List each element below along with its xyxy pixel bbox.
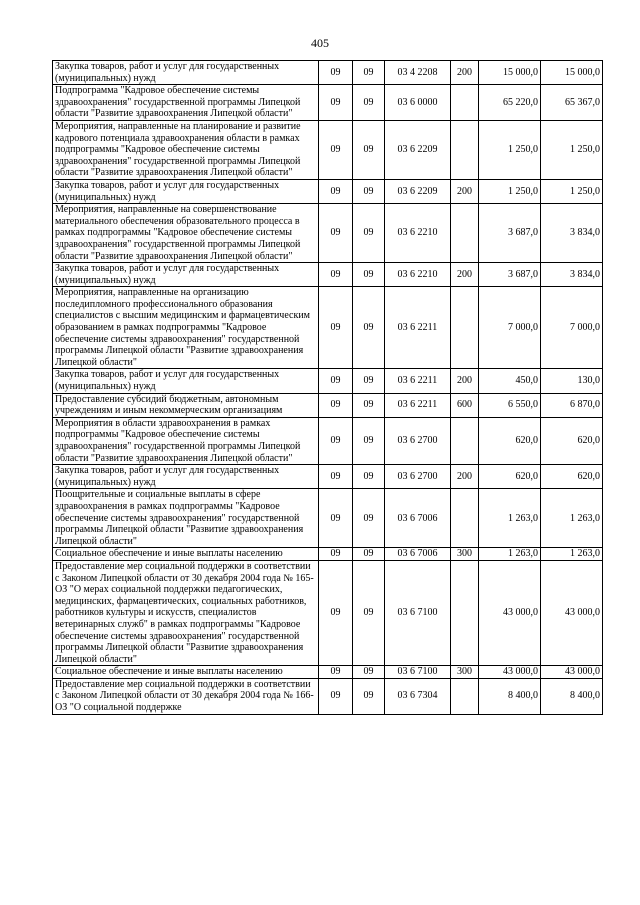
subsection-code-cell: 09 xyxy=(353,204,385,263)
section-code-cell: 09 xyxy=(319,548,353,561)
target-article-cell: 03 6 7006 xyxy=(385,489,451,548)
subsection-code-cell: 09 xyxy=(353,61,385,85)
expense-type-cell: 300 xyxy=(451,666,479,679)
table-row xyxy=(53,393,603,417)
expense-type-cell: 200 xyxy=(451,61,479,85)
amount-second-cell: 15 000,0 xyxy=(541,61,603,85)
amount-second-cell: 3 834,0 xyxy=(541,263,603,287)
description-cell: Предоставление мер социальной поддержки в соответствии с Законом Липецкой области от 30 декабря 2004 года № 166-ОЗ "О социальной поддержке xyxy=(53,678,319,714)
budget-table-body xyxy=(53,61,603,715)
section-code-cell: 09 xyxy=(319,369,353,393)
section-code-cell: 09 xyxy=(319,287,353,369)
target-article-cell: 03 6 2209 xyxy=(385,179,451,203)
section-code-cell: 09 xyxy=(319,417,353,464)
subsection-code-cell: 09 xyxy=(353,489,385,548)
amount-second-cell: 620,0 xyxy=(541,417,603,464)
subsection-code-cell: 09 xyxy=(353,560,385,665)
expense-type-cell xyxy=(451,560,479,665)
description-cell: Предоставление субсидий бюджетным, автономным учреждениям и иным некоммерческим организациям xyxy=(53,393,319,417)
subsection-code-cell: 09 xyxy=(353,666,385,679)
section-code-cell: 09 xyxy=(319,560,353,665)
amount-first-cell: 3 687,0 xyxy=(479,204,541,263)
expense-type-cell: 200 xyxy=(451,179,479,203)
description-cell: Мероприятия в области здравоохранения в рамках подпрограммы "Кадровое обеспечение системы здравоохранения" государственной программы Липецкой области "Развитие здравоохранения Липецкой области" xyxy=(53,417,319,464)
expense-type-cell xyxy=(451,287,479,369)
amount-second-cell: 1 263,0 xyxy=(541,489,603,548)
description-cell: Закупка товаров, работ и услуг для государственных (муниципальных) нужд xyxy=(53,263,319,287)
table-row xyxy=(53,204,603,263)
table-row xyxy=(53,287,603,369)
amount-first-cell: 620,0 xyxy=(479,465,541,489)
amount-second-cell: 43 000,0 xyxy=(541,666,603,679)
expense-type-cell: 200 xyxy=(451,263,479,287)
amount-first-cell: 3 687,0 xyxy=(479,263,541,287)
target-article-cell: 03 6 0000 xyxy=(385,85,451,121)
table-row xyxy=(53,85,603,121)
page-number: 405 xyxy=(311,36,329,50)
amount-first-cell: 43 000,0 xyxy=(479,560,541,665)
description-cell: Мероприятия, направленные на организацию последипломного профессионального образования специалистов с высшим медицинским и фармацевтическим образованием в рамках подпрограммы "Кадровое обеспечение системы здравоохранения" государственной программы Липецкой области "Развитие здравоохранения Липецкой области" xyxy=(53,287,319,369)
subsection-code-cell: 09 xyxy=(353,393,385,417)
amount-second-cell: 620,0 xyxy=(541,465,603,489)
section-code-cell: 09 xyxy=(319,678,353,714)
amount-second-cell: 130,0 xyxy=(541,369,603,393)
description-cell: Закупка товаров, работ и услуг для государственных (муниципальных) нужд xyxy=(53,369,319,393)
expense-type-cell xyxy=(451,204,479,263)
description-cell: Социальное обеспечение и иные выплаты населению xyxy=(53,666,319,679)
amount-second-cell: 6 870,0 xyxy=(541,393,603,417)
expense-type-cell: 200 xyxy=(451,369,479,393)
amount-first-cell: 450,0 xyxy=(479,369,541,393)
table-row xyxy=(53,179,603,203)
subsection-code-cell: 09 xyxy=(353,120,385,179)
table-row xyxy=(53,548,603,561)
description-cell: Мероприятия, направленные на совершенствование материального обеспечения образовательного процесса в рамках подпрограммы "Кадровое обеспечение системы здравоохранения" государственной программы Липецкой области "Развитие здравоохранения Липецкой области" xyxy=(53,204,319,263)
amount-second-cell: 43 000,0 xyxy=(541,560,603,665)
target-article-cell: 03 6 2211 xyxy=(385,369,451,393)
subsection-code-cell: 09 xyxy=(353,369,385,393)
target-article-cell: 03 6 7006 xyxy=(385,548,451,561)
description-cell: Социальное обеспечение и иные выплаты населению xyxy=(53,548,319,561)
target-article-cell: 03 6 2209 xyxy=(385,120,451,179)
table-row xyxy=(53,560,603,665)
amount-second-cell: 65 367,0 xyxy=(541,85,603,121)
amount-first-cell: 43 000,0 xyxy=(479,666,541,679)
expense-type-cell xyxy=(451,678,479,714)
section-code-cell: 09 xyxy=(319,179,353,203)
amount-first-cell: 1 250,0 xyxy=(479,120,541,179)
section-code-cell: 09 xyxy=(319,61,353,85)
amount-first-cell: 1 250,0 xyxy=(479,179,541,203)
table-row xyxy=(53,678,603,714)
target-article-cell: 03 6 7100 xyxy=(385,666,451,679)
amount-second-cell: 3 834,0 xyxy=(541,204,603,263)
target-article-cell: 03 4 2208 xyxy=(385,61,451,85)
amount-second-cell: 1 250,0 xyxy=(541,179,603,203)
description-cell: Закупка товаров, работ и услуг для государственных (муниципальных) нужд xyxy=(53,61,319,85)
table-row xyxy=(53,369,603,393)
subsection-code-cell: 09 xyxy=(353,548,385,561)
target-article-cell: 03 6 2211 xyxy=(385,393,451,417)
target-article-cell: 03 6 2700 xyxy=(385,465,451,489)
section-code-cell: 09 xyxy=(319,393,353,417)
description-cell: Закупка товаров, работ и услуг для государственных (муниципальных) нужд xyxy=(53,179,319,203)
description-cell: Мероприятия, направленные на планирование и развитие кадрового потенциала здравоохранения области в рамках подпрограммы "Кадровое обеспечение системы здравоохранения" государственной программы Липецкой области "Развитие здравоохранения Липецкой области" xyxy=(53,120,319,179)
amount-first-cell: 1 263,0 xyxy=(479,489,541,548)
section-code-cell: 09 xyxy=(319,120,353,179)
table-row xyxy=(53,417,603,464)
target-article-cell: 03 6 7100 xyxy=(385,560,451,665)
expense-type-cell: 600 xyxy=(451,393,479,417)
expense-type-cell: 300 xyxy=(451,548,479,561)
section-code-cell: 09 xyxy=(319,263,353,287)
amount-second-cell: 8 400,0 xyxy=(541,678,603,714)
expense-type-cell xyxy=(451,120,479,179)
amount-first-cell: 15 000,0 xyxy=(479,61,541,85)
table-row xyxy=(53,666,603,679)
description-cell: Закупка товаров, работ и услуг для государственных (муниципальных) нужд xyxy=(53,465,319,489)
subsection-code-cell: 09 xyxy=(353,179,385,203)
expense-type-cell xyxy=(451,489,479,548)
table-row xyxy=(53,61,603,85)
target-article-cell: 03 6 2210 xyxy=(385,263,451,287)
amount-second-cell: 1 250,0 xyxy=(541,120,603,179)
description-cell: Поощрительные и социальные выплаты в сфере здравоохранения в рамках подпрограммы "Кадровое обеспечение системы здравоохранения" государственной программы Липецкой области "Развитие здравоохранения Липецкой области" xyxy=(53,489,319,548)
section-code-cell: 09 xyxy=(319,204,353,263)
subsection-code-cell: 09 xyxy=(353,417,385,464)
section-code-cell: 09 xyxy=(319,85,353,121)
target-article-cell: 03 6 7304 xyxy=(385,678,451,714)
subsection-code-cell: 09 xyxy=(353,287,385,369)
section-code-cell: 09 xyxy=(319,465,353,489)
target-article-cell: 03 6 2210 xyxy=(385,204,451,263)
description-cell: Подпрограмма "Кадровое обеспечение системы здравоохранения" государственной программы Липецкой области "Развитие здравоохранения Липецкой области" xyxy=(53,85,319,121)
target-article-cell: 03 6 2700 xyxy=(385,417,451,464)
amount-first-cell: 6 550,0 xyxy=(479,393,541,417)
table-row xyxy=(53,120,603,179)
subsection-code-cell: 09 xyxy=(353,85,385,121)
expense-type-cell xyxy=(451,417,479,464)
subsection-code-cell: 09 xyxy=(353,465,385,489)
expense-type-cell: 200 xyxy=(451,465,479,489)
section-code-cell: 09 xyxy=(319,489,353,548)
budget-table xyxy=(52,60,603,715)
table-row xyxy=(53,465,603,489)
amount-second-cell: 1 263,0 xyxy=(541,548,603,561)
amount-first-cell: 1 263,0 xyxy=(479,548,541,561)
amount-first-cell: 65 220,0 xyxy=(479,85,541,121)
amount-first-cell: 620,0 xyxy=(479,417,541,464)
section-code-cell: 09 xyxy=(319,666,353,679)
subsection-code-cell: 09 xyxy=(353,678,385,714)
expense-type-cell xyxy=(451,85,479,121)
amount-first-cell: 8 400,0 xyxy=(479,678,541,714)
table-row xyxy=(53,263,603,287)
amount-second-cell: 7 000,0 xyxy=(541,287,603,369)
table-row xyxy=(53,489,603,548)
target-article-cell: 03 6 2211 xyxy=(385,287,451,369)
subsection-code-cell: 09 xyxy=(353,263,385,287)
description-cell: Предоставление мер социальной поддержки в соответствии с Законом Липецкой области от 30 декабря 2004 года № 165-ОЗ "О мерах социальной поддержки педагогических, медицинских, фармацевтических, социальных работников, работников культуры и искусств, специалистов ветеринарных служб" в рамках подпрограммы "Кадровое обеспечение системы здравоохранения" государственной программы Липецкой области "Развитие здравоохранения Липецкой области" xyxy=(53,560,319,665)
amount-first-cell: 7 000,0 xyxy=(479,287,541,369)
